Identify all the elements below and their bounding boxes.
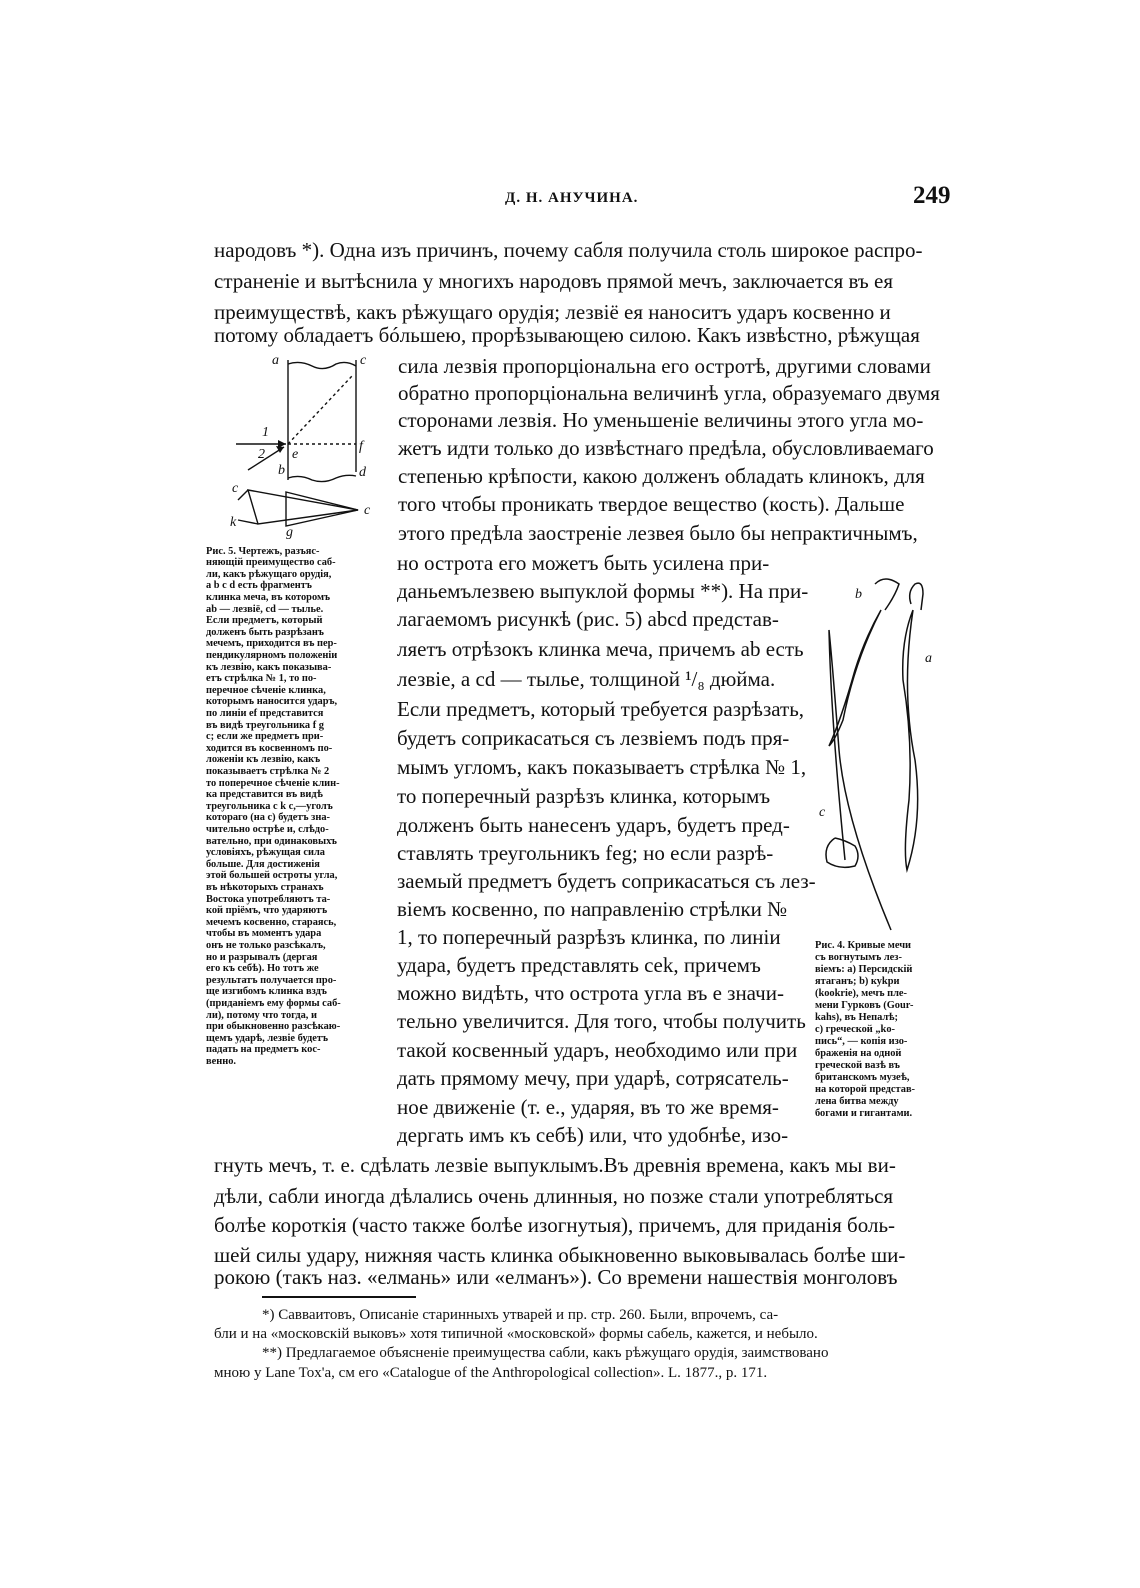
body-line: тельно увеличится. Для того, чтобы получить xyxy=(397,1009,806,1033)
body-line: віемъ косвенно, по направленію стрѣлки № xyxy=(397,897,788,921)
ck-edge xyxy=(238,490,248,500)
caption-line: ка представится въ видѣ xyxy=(206,789,323,800)
footnote-line: мною у Lane Tox'a, см его «Catalogue of the Anthropological collection». L. 1877., р. 171. xyxy=(214,1365,768,1381)
body-line: преимуществѣ, какъ рѣжущаго орудія; лезвіё ея наноситъ ударъ косвенно и xyxy=(214,300,891,324)
caption-line: пендикулярномъ положеніи xyxy=(206,650,338,661)
body-line: 1, то поперечный разрѣзъ клинка, по линіи xyxy=(397,925,781,949)
label-f: f xyxy=(359,439,363,454)
label-a: a xyxy=(925,651,932,666)
figure-5-diagram xyxy=(228,352,378,542)
label-c-tip: c xyxy=(364,503,371,518)
caption-line: ходится въ косвенномъ по- xyxy=(206,743,333,754)
caption-line: мени Гурковъ (Gour- xyxy=(815,1000,914,1011)
page-number: 249 xyxy=(913,182,951,209)
body-line: шей силы удару, нижняя часть клинка обыкновенно выковывалась болѣе ши- xyxy=(214,1243,906,1267)
caption-line: етъ стрѣлка № 1, то по- xyxy=(206,673,317,684)
running-title: Д. Н. АНУЧИНА. xyxy=(505,190,639,206)
caption-line: Рис. 4. Кривые мечи xyxy=(815,940,912,951)
caption-line: перечное сѣченіе клинка, xyxy=(206,685,326,696)
caption-line: онъ не только разсѣкалъ, xyxy=(206,940,326,951)
body-line: сила лезвія пропорціональна его остротѣ, другими словами xyxy=(398,354,931,378)
body-line: обратно пропорціональна величинѣ угла, образуемаго двумя xyxy=(398,381,940,405)
body-line: дѣли, сабли иногда дѣлались очень длинныя, но позже стали употребляться xyxy=(214,1184,894,1208)
caption-line: ятаганъ; b) куkри xyxy=(815,976,900,987)
body-line: степенью крѣпости, какою долженъ обладать клинокъ, для xyxy=(398,464,925,488)
caption-line: условіяхъ, рѣжущая сила xyxy=(206,847,325,858)
caption-line: щемъ ударѣ, лезвіе будетъ xyxy=(206,1033,329,1044)
body-line: ное движеніе (т. е., ударяя, въ то же время- xyxy=(397,1095,779,1119)
label-e: e xyxy=(292,447,299,462)
caption-line: ще изгибомъ клинка вздъ xyxy=(206,986,327,997)
caption-line: мечемъ, приходится въ пер- xyxy=(206,638,337,649)
body-line: то поперечный разрѣзъ клинка, которымъ xyxy=(397,784,771,808)
caption-line: при обыкновенно разсѣкаю- xyxy=(206,1021,341,1032)
caption-line: которымъ наносится ударъ, xyxy=(206,696,338,707)
figure-4-swords xyxy=(815,570,955,935)
label-c: c xyxy=(819,805,826,820)
caption-line: ли, какъ рѣжущаго орудія, xyxy=(206,569,332,580)
body-line: народовъ *). Одна изъ причинъ, почему сабля получила столь широкое распро- xyxy=(214,238,923,262)
caption-line: (kookrie), мечъ пле- xyxy=(815,988,908,999)
caption-line: на которой представ- xyxy=(815,1084,916,1095)
kc-edge xyxy=(238,520,258,524)
caption-line: котораго (на c) будетъ зна- xyxy=(206,812,330,823)
body-line: долженъ быть нанесенъ ударъ, будетъ пред- xyxy=(397,813,790,837)
body-line: страненіе и вытѣснила у многихъ народовъ прямой мечъ, заключается въ ея xyxy=(214,269,894,293)
caption-line: падать на предметъ кос- xyxy=(206,1044,321,1055)
body-line: удара, будетъ представлять cek, причемъ xyxy=(397,953,761,977)
caption-line: мечемъ косвенно, стараясь, xyxy=(206,917,337,928)
caption-line: вательно, при одинаковыхъ xyxy=(206,836,337,847)
caption-line: пись“, — копія изо- xyxy=(815,1036,908,1047)
caption-line: браженія на одной xyxy=(815,1048,902,1059)
body-line: дергать имъ къ себѣ) или, что удобнѣе, изо- xyxy=(397,1123,789,1147)
label-1: 1 xyxy=(262,425,269,440)
label-2: 2 xyxy=(258,447,265,462)
body-line: рокою (такъ наз. «елмань» или «елманъ»). Со времени нашествія монголовъ xyxy=(214,1265,898,1289)
yataghan-blade xyxy=(903,610,918,870)
caption-line: Рис. 5. Чертежъ, разъяс- xyxy=(206,546,320,557)
caption-line: віемъ: a) Персидскій xyxy=(815,964,913,975)
caption-line: больше. Для достиженія xyxy=(206,859,320,870)
body-line: сторонами лезвія. Но уменьшеніе величины этого угла мо- xyxy=(398,408,924,432)
caption-line: чительно острѣе и, слѣдо- xyxy=(206,824,329,835)
body-line: можно видѣть, что острота угла въ e значи- xyxy=(397,981,784,1005)
caption-line: но и разрывалъ (дергая xyxy=(206,952,318,963)
caption-line: ли), потому что тогда, и xyxy=(206,1010,317,1021)
caption-line: Востока употребляютъ та- xyxy=(206,894,331,905)
label-k: k xyxy=(230,515,237,530)
caption-line: a b c d есть фрагментъ xyxy=(206,580,312,591)
body-line: потому обладаетъ бóльшею, прорѣзывающею силою. Какъ извѣстно, рѣжущая xyxy=(214,323,920,347)
top-break-line xyxy=(288,362,356,368)
caption-line: британскомъ музеѣ, xyxy=(815,1072,910,1083)
caption-line: результатъ получается про- xyxy=(206,975,337,986)
body-line: мымъ угломъ, какъ показываетъ стрѣлка № 1, xyxy=(397,755,807,779)
caption-line: съ вогнутымъ лез- xyxy=(815,952,902,963)
caption-line: этой большей остроты угла, xyxy=(206,870,338,881)
caption-line: кой пріёмъ, что ударяютъ xyxy=(206,905,328,916)
body-line: болѣе короткія (часто также болѣе изогнутыя), причемъ, для приданія боль- xyxy=(214,1213,896,1237)
caption-line: няющій преимущество саб- xyxy=(206,557,336,568)
label-b: b xyxy=(278,463,285,478)
kopis-hand xyxy=(826,838,858,867)
caption-line: kahs), въ Непалѣ; xyxy=(815,1012,898,1023)
caption-line: чтобы въ моментъ удара xyxy=(206,928,322,939)
body-line: заемый предметъ будетъ соприкасаться съ лез- xyxy=(397,869,816,893)
caption-line: въ нѣкоторыхъ странахъ xyxy=(206,882,324,893)
cross-section-triangle-ckc xyxy=(248,490,358,524)
label-g: g xyxy=(286,525,293,540)
body-line: жетъ идти только до извѣстнаго предѣла, обусловливаемаго xyxy=(398,436,934,460)
body-line: ляетъ отрѣзокъ клинка меча, причемъ ab есть xyxy=(397,637,804,661)
yataghan-hilt xyxy=(910,583,923,610)
diagonal-dashed-line xyxy=(288,376,352,444)
body-line: Если предметъ, который требуется разрѣзать, xyxy=(397,697,805,721)
label-a: a xyxy=(272,353,279,368)
caption-line: ложеніи къ лезвію, какъ xyxy=(206,754,321,765)
body-line: такой косвенный ударъ, необходимо или при xyxy=(397,1038,798,1062)
bottom-break-line xyxy=(288,475,356,481)
caption-line: богами и гигантами. xyxy=(815,1108,913,1119)
body-line: гнуть мечъ, т. е. сдѣлать лезвіе выпуклымъ.Въ древнія времена, какъ мы ви- xyxy=(214,1153,896,1177)
caption-line: c) греческой „ko- xyxy=(815,1024,895,1035)
caption-line: клинка меча, въ которомъ xyxy=(206,592,331,603)
caption-line: Если предметъ, который xyxy=(206,615,323,626)
body-line: но острота его можетъ быть усилена при- xyxy=(397,551,770,575)
footnote-line: бли и на «московскій выковъ» хотя типичной «московской» формы сабель, кажется, и небыло. xyxy=(214,1326,818,1342)
caption-line: ab — лезвіё, cd — тылье. xyxy=(206,604,324,615)
footnote-line: *) Савваитовъ, Описаніе старинныхъ утварей и пр. стр. 260. Были, впрочемъ, са- xyxy=(262,1307,779,1323)
body-line: этого предѣла заостреніе лезвея было бы непрактичнымъ, xyxy=(398,521,918,545)
body-line: лагаемомъ рисункѣ (рис. 5) abcd представ- xyxy=(397,607,779,631)
body-line: даньемълезвею выпуклой формы **). На при- xyxy=(397,579,809,603)
caption-line: въ видѣ треугольника f g xyxy=(206,720,324,731)
caption-line: къ лезвію, какъ показыва- xyxy=(206,662,332,673)
caption-line: c; если же предметъ при- xyxy=(206,731,324,742)
caption-line: венно. xyxy=(206,1056,236,1067)
body-line: лезвіе, а cd — тылье, толщиной ¹/₈ дюйма. xyxy=(397,667,776,691)
caption-line: по линіи ef представится xyxy=(206,708,324,719)
body-line: будетъ соприкасаться съ лезвіемъ подъ пря- xyxy=(397,726,790,750)
body-line: того чтобы проникать твердое вещество (кость). Дальше xyxy=(398,492,905,516)
caption-line: (приданіемъ ему формы саб- xyxy=(206,998,341,1009)
kukri-hilt xyxy=(875,579,899,610)
caption-line: то поперечное сѣченіе клин- xyxy=(206,778,340,789)
caption-line: долженъ быть разрѣзанъ xyxy=(206,627,324,638)
label-d: d xyxy=(359,465,366,480)
caption-line: его къ себѣ). Но тотъ же xyxy=(206,963,319,974)
kopis-blade xyxy=(829,630,891,930)
cross-section-triangle-fgc xyxy=(286,492,358,526)
label-b: b xyxy=(855,587,862,602)
caption-line: показываетъ стрѣлка № 2 xyxy=(206,766,330,777)
footnote-line: **) Предлагаемое объясненіе преимущества сабли, какъ рѣжущаго орудія, заимствовано xyxy=(262,1345,829,1361)
footnote-rule xyxy=(262,1296,416,1298)
body-line: дать прямому мечу, при ударѣ, сотрясатель- xyxy=(397,1066,789,1090)
caption-line: треугольника c k c,—уголъ xyxy=(206,801,333,812)
body-line: ставлять треугольникъ feg; но если разрѣ- xyxy=(397,841,774,865)
caption-line: греческой вазѣ въ xyxy=(815,1060,900,1071)
label-c-left: c xyxy=(232,481,239,496)
label-c-top: c xyxy=(360,353,367,368)
caption-line: лена битва между xyxy=(815,1096,899,1107)
